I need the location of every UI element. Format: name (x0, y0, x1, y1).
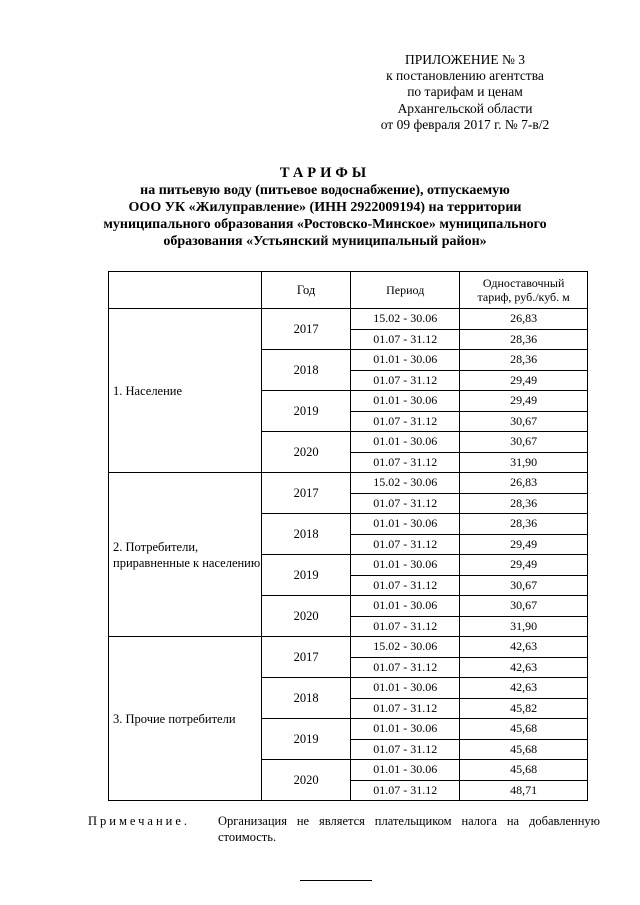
year-cell: 2017 (262, 309, 351, 350)
period-cell: 01.07 - 31.12 (351, 452, 460, 473)
table-row (109, 309, 588, 330)
period-cell: 01.07 - 31.12 (351, 370, 460, 391)
appendix-line: Архангельской области (397, 100, 533, 116)
title-line: муниципального образования «Ростовско-Минское» муниципального (103, 217, 547, 232)
year-cell: 2019 (262, 391, 351, 432)
period-cell: 01.01 - 30.06 (351, 596, 460, 617)
period-cell: 01.07 - 31.12 (351, 534, 460, 555)
rate-cell: 26,83 (460, 309, 588, 330)
note-label: Примечание. (88, 814, 191, 828)
rate-cell: 30,67 (460, 411, 588, 432)
appendix-line: по тарифам и ценам (407, 84, 523, 100)
rate-cell: 30,67 (460, 596, 588, 617)
rate-cell: 42,63 (460, 678, 588, 699)
appendix-date: от 09 февраля 2017 г. № 7-в/2 (380, 116, 550, 132)
period-cell: 01.01 - 30.06 (351, 678, 460, 699)
title-line: образования «Устьянский муниципальный район» (163, 234, 487, 249)
year-cell: 2020 (262, 596, 351, 637)
year-cell: 2020 (262, 760, 351, 801)
period-cell: 15.02 - 30.06 (351, 309, 460, 330)
period-cell: 01.01 - 30.06 (351, 391, 460, 412)
year-cell: 2018 (262, 678, 351, 719)
period-cell: 01.01 - 30.06 (351, 555, 460, 576)
period-cell: 01.01 - 30.06 (351, 719, 460, 740)
year-cell: 2019 (262, 555, 351, 596)
document-title (60, 165, 590, 250)
title-main: ТАРИФЫ (279, 165, 371, 181)
year-cell: 2020 (262, 432, 351, 473)
period-cell: 01.07 - 31.12 (351, 411, 460, 432)
header-year: Год (262, 272, 351, 309)
year-cell: 2017 (262, 637, 351, 678)
rate-cell: 26,83 (460, 473, 588, 494)
table-row (109, 637, 588, 658)
rate-cell: 29,49 (460, 391, 588, 412)
table-body (109, 309, 588, 801)
rate-cell: 45,68 (460, 739, 588, 760)
rate-cell: 28,36 (460, 329, 588, 350)
rate-cell: 42,63 (460, 637, 588, 658)
appendix-line: к постановлению агентства (386, 68, 544, 84)
year-cell: 2018 (262, 514, 351, 555)
period-cell: 01.07 - 31.12 (351, 616, 460, 637)
year-cell: 2017 (262, 473, 351, 514)
header-category (109, 272, 262, 309)
rate-cell: 30,67 (460, 575, 588, 596)
rate-cell: 42,63 (460, 657, 588, 678)
appendix-header (330, 52, 600, 133)
header-rate-line: тариф, руб./куб. м (477, 290, 570, 304)
closing-divider (300, 880, 372, 881)
rate-cell: 31,90 (460, 452, 588, 473)
rate-cell: 31,90 (460, 616, 588, 637)
period-cell: 01.07 - 31.12 (351, 493, 460, 514)
period-cell: 01.07 - 31.12 (351, 698, 460, 719)
rate-cell: 29,49 (460, 555, 588, 576)
rate-cell: 28,36 (460, 493, 588, 514)
period-cell: 15.02 - 30.06 (351, 637, 460, 658)
rate-cell: 45,68 (460, 760, 588, 781)
category-cell: 1. Население (109, 309, 262, 473)
year-cell: 2019 (262, 719, 351, 760)
rate-cell: 28,36 (460, 514, 588, 535)
category-cell: 2. Потребители, приравненные к населению (109, 473, 262, 637)
rate-cell: 29,49 (460, 370, 588, 391)
rate-cell: 28,36 (460, 350, 588, 371)
title-line: на питьевую воду (питьевое водоснабжение), отпускаемую (140, 183, 510, 198)
period-cell: 01.01 - 30.06 (351, 432, 460, 453)
header-rate (460, 272, 588, 309)
period-cell: 15.02 - 30.06 (351, 473, 460, 494)
rate-cell: 30,67 (460, 432, 588, 453)
appendix-number: ПРИЛОЖЕНИЕ № 3 (404, 52, 526, 67)
header-period: Период (351, 272, 460, 309)
rate-cell: 45,68 (460, 719, 588, 740)
title-line: ООО УК «Жилуправление» (ИНН 2922009194) на территории (128, 200, 522, 215)
table-row (109, 473, 588, 494)
period-cell: 01.07 - 31.12 (351, 657, 460, 678)
rate-cell: 29,49 (460, 534, 588, 555)
rate-cell: 48,71 (460, 780, 588, 801)
note-text: Организация не является плательщиком налога на добавленную стоимость. (218, 814, 600, 844)
period-cell: 01.01 - 30.06 (351, 514, 460, 535)
year-cell: 2018 (262, 350, 351, 391)
period-cell: 01.01 - 30.06 (351, 760, 460, 781)
period-cell: 01.07 - 31.12 (351, 739, 460, 760)
period-cell: 01.07 - 31.12 (351, 575, 460, 596)
tariff-table (108, 271, 588, 801)
period-cell: 01.07 - 31.12 (351, 329, 460, 350)
rate-cell: 45,82 (460, 698, 588, 719)
period-cell: 01.01 - 30.06 (351, 350, 460, 371)
category-cell: 3. Прочие потребители (109, 637, 262, 801)
period-cell: 01.07 - 31.12 (351, 780, 460, 801)
header-rate-line: Одноставочный (482, 276, 565, 290)
table-header-row (109, 272, 588, 309)
